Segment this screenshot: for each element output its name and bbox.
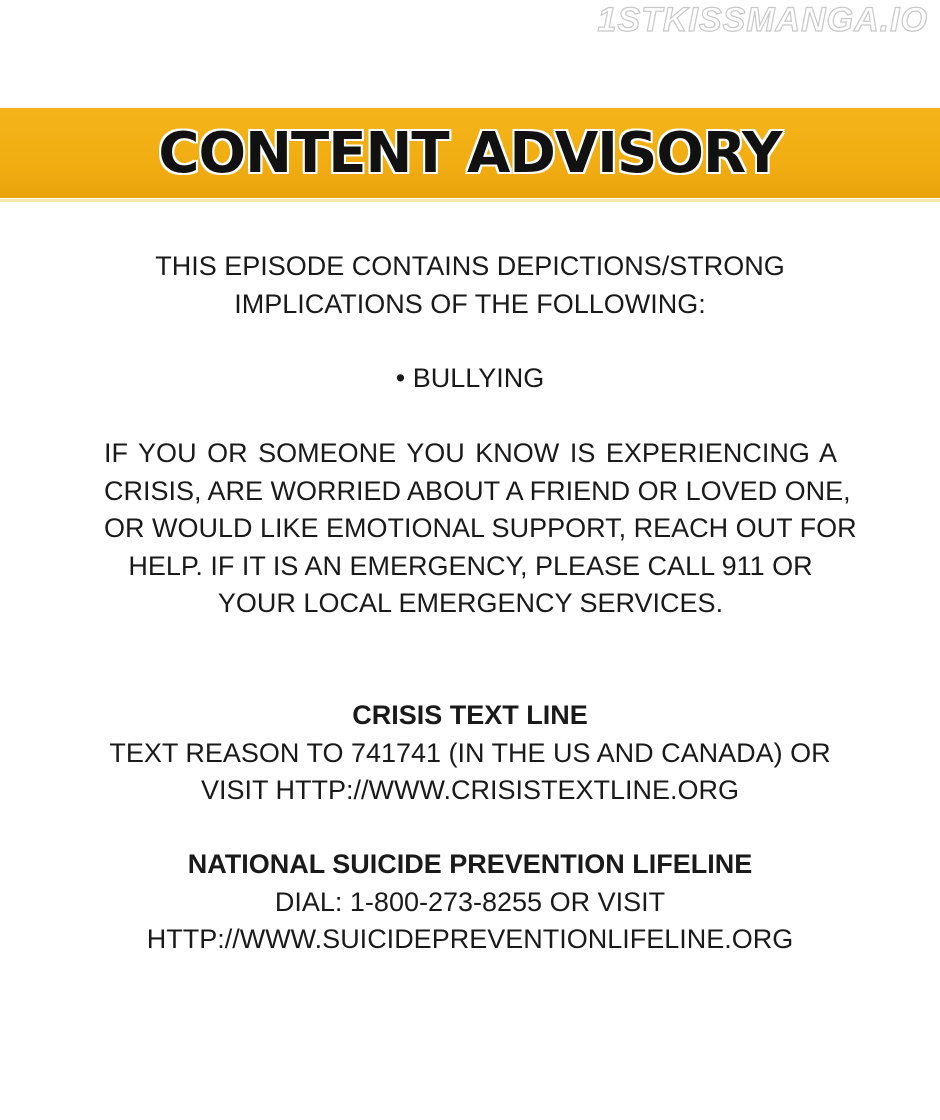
topic-item: • BULLYING	[395, 363, 545, 393]
resource-line: TEXT REASON TO 741741 (IN THE US AND CANADA) OR	[109, 737, 831, 768]
help-message	[104, 435, 857, 623]
help-line: HELP. IF IT IS AN EMERGENCY, PLEASE CALL 911 OR	[128, 550, 813, 581]
help-line: OR WOULD LIKE EMOTIONAL SUPPORT, REACH OUT FOR	[104, 513, 857, 543]
help-line: YOUR LOCAL EMERGENCY SERVICES.	[217, 588, 724, 618]
banner-divider	[0, 199, 940, 202]
intro-line: IMPLICATIONS OF THE FOLLOWING:	[234, 288, 706, 319]
resource-suicide-lifeline	[0, 846, 940, 959]
site-watermark: 1STKISSMANGA.IO	[597, 1, 928, 39]
resource-name: NATIONAL SUICIDE PREVENTION LIFELINE	[187, 849, 753, 879]
resource-line: DIAL: 1-800-273-8255 OR VISIT	[274, 886, 666, 917]
resource-name: CRISIS TEXT LINE	[352, 700, 588, 730]
advisory-title: CONTENT ADVISORY	[158, 120, 782, 186]
resource-line: VISIT HTTP://WWW.CRISISTEXTLINE.ORG	[200, 775, 740, 805]
resource-line: HTTP://WWW.SUICIDEPREVENTIONLIFELINE.ORG	[146, 924, 794, 954]
help-line: CRISIS, ARE WORRIED ABOUT A FRIEND OR LOVED ONE,	[104, 475, 851, 506]
advisory-banner	[0, 108, 940, 198]
help-line: IF YOU OR SOMEONE YOU KNOW IS EXPERIENCING A	[104, 438, 837, 468]
topic-list	[0, 360, 940, 398]
intro-line: THIS EPISODE CONTAINS DEPICTIONS/STRONG	[155, 251, 785, 281]
intro-text	[0, 248, 940, 323]
resource-crisis-text-line	[0, 697, 940, 810]
